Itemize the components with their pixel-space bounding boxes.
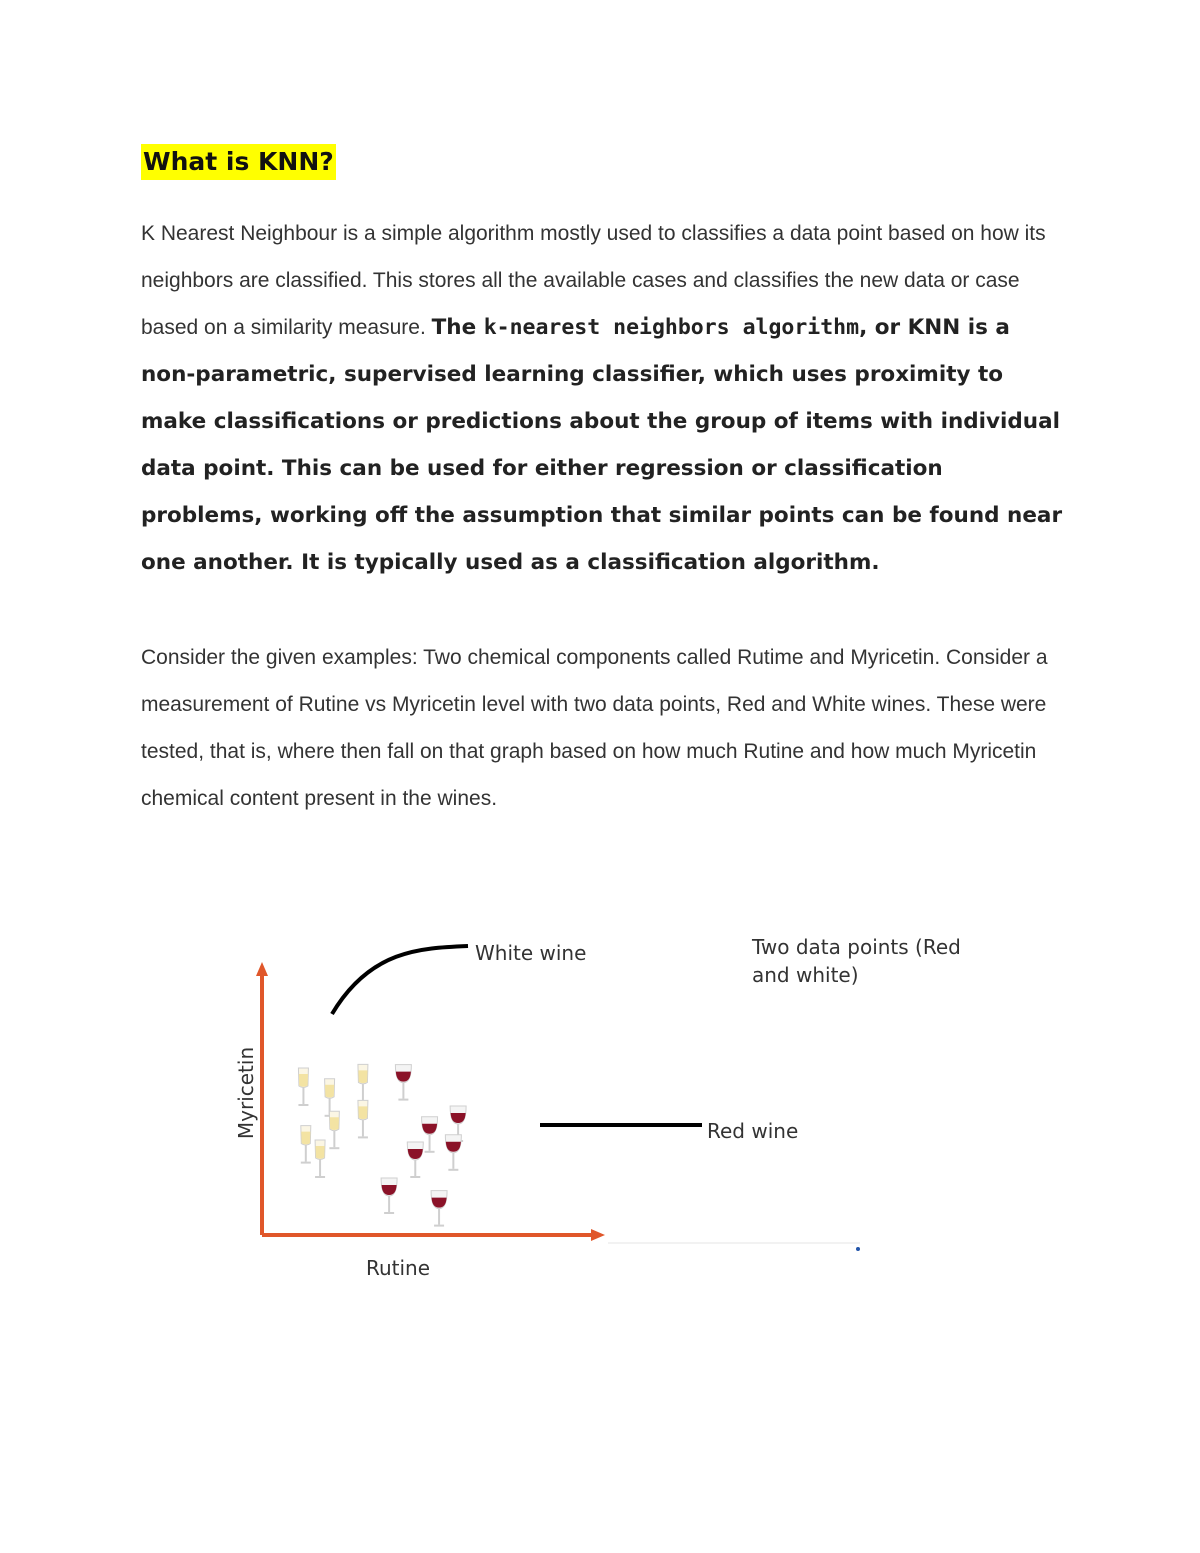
x-axis-arrow xyxy=(591,1229,605,1241)
white-wine-pointer xyxy=(332,946,468,1014)
page-title: What is KNN? xyxy=(141,144,336,180)
red-wine-point-1 xyxy=(395,1065,411,1100)
white-wine-point-1 xyxy=(298,1068,308,1105)
red-wine-point-5 xyxy=(445,1135,461,1170)
red-wine-point-7 xyxy=(431,1191,447,1226)
white-wine-point-4 xyxy=(301,1126,311,1163)
white-wine-point-5 xyxy=(329,1111,339,1148)
white-wine-point-3 xyxy=(358,1064,368,1101)
data-points-note-line2: and white) xyxy=(752,963,859,987)
white-wine-point-2 xyxy=(325,1079,335,1116)
intro-bold-text: , or KNN is a non-parametric, supervised learning classifier, which uses proximity to make classifications or predictions about the group of items with individual data point. This can be used for either regression or classification problems, working off the assumption that similar points can be found near one another. It is typically used as a classification algorithm. xyxy=(141,315,1063,575)
intro-plain-text: K Nearest Neighbour is a simple algorithm mostly used to classifies a data point based on how its neighbors are classified. This stores all the available cases and classifies the new data or case based on a similarity measure. xyxy=(141,222,1046,339)
intro-paragraph xyxy=(141,210,1066,586)
example-paragraph: Consider the given examples: Two chemical components called Rutime and Myricetin. Consider a measurement of Rutine vs Myricetin level with two data points, Red and White wines. These were tested, that is, where then fall on that graph based on how much Rutine and how much Myricetin chemical content present in the wines. xyxy=(141,646,1048,810)
intro-bold-lead: The xyxy=(431,315,484,340)
red-wine-label: Red wine xyxy=(707,1119,799,1143)
white-wine-point-6 xyxy=(358,1100,368,1137)
wine-scatter-figure xyxy=(220,910,1000,1300)
intro-bold-term: k-nearest neighbors algorithm xyxy=(483,315,860,340)
scatter-marks xyxy=(298,1064,466,1225)
x-axis-label: Rutine xyxy=(365,1256,431,1280)
red-wine-point-6 xyxy=(381,1178,397,1213)
data-points-note-line1: Two data points (Red xyxy=(752,935,961,959)
y-axis-arrow xyxy=(256,962,268,976)
red-wine-point-4 xyxy=(407,1142,423,1177)
red-wine-point-2 xyxy=(422,1117,438,1152)
y-axis-label: Myricetin xyxy=(234,1046,258,1140)
white-wine-label: White wine xyxy=(475,941,587,965)
stray-dot xyxy=(856,1247,860,1251)
white-wine-point-7 xyxy=(315,1140,325,1177)
wine-scatter-chart xyxy=(220,910,1000,1300)
